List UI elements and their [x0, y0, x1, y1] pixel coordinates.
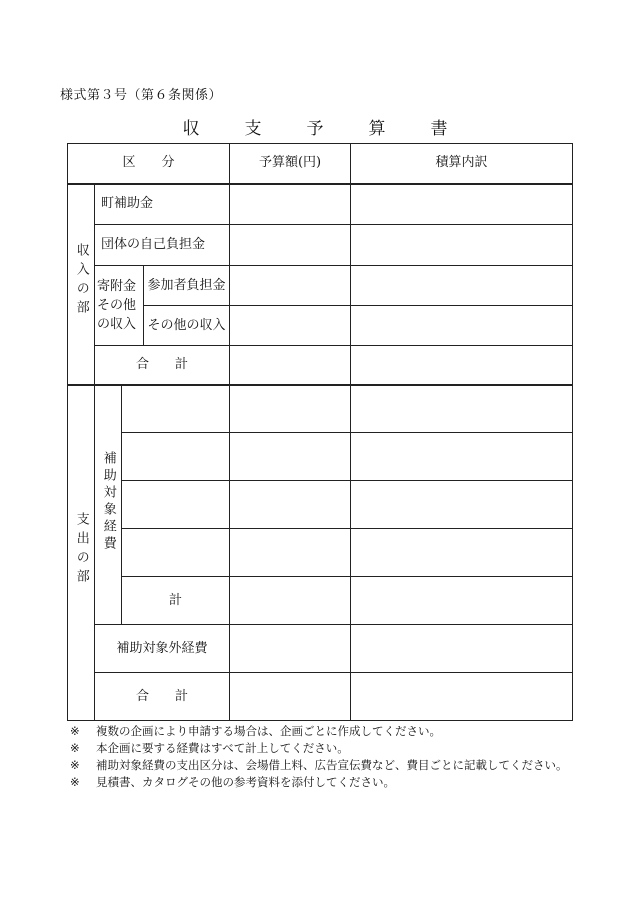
donation-other-text: 寄附金その他の収入 [97, 279, 137, 332]
eligible-item-amount-2[interactable] [230, 433, 351, 481]
town-subsidy-label: 町補助金 [95, 184, 230, 225]
participant-fee-label: 参加者負担金 [144, 266, 230, 306]
note-text: 複数の企画により申請する場合は、企画ごとに作成してください。 [96, 724, 441, 738]
income-row-other-income [68, 306, 573, 346]
eligible-subtotal-breakdown[interactable] [351, 577, 573, 625]
non-eligible-amount[interactable] [230, 625, 351, 673]
note-mark: ※ [70, 775, 80, 789]
expense-item-row [68, 481, 573, 529]
note-text: 補助対象経費の支出区分は、会場借上料、広告宣伝費など、費目ごとに記載してください。 [96, 758, 568, 772]
note-item [70, 757, 568, 774]
income-total-amount[interactable] [230, 346, 351, 385]
income-total-label: 合 計 [95, 346, 230, 385]
note-mark: ※ [70, 741, 80, 755]
eligible-item-breakdown-4[interactable] [351, 529, 573, 577]
expense-total-label: 合 計 [95, 673, 230, 721]
income-section-label-cell [68, 184, 95, 385]
self-burden-label: 団体の自己負担金 [95, 225, 230, 266]
note-text: 見積書、カタログその他の参考資料を添付してください。 [96, 775, 395, 789]
expense-total-row [68, 673, 573, 721]
income-total-row [68, 346, 573, 385]
eligible-item-amount-1[interactable] [230, 385, 351, 433]
other-income-label: その他の収入 [144, 306, 230, 346]
non-eligible-row [68, 625, 573, 673]
donation-other-label [95, 266, 144, 346]
participant-fee-breakdown[interactable] [351, 266, 573, 306]
expense-section-label-cell [68, 385, 95, 721]
header-category: 区 分 [68, 144, 230, 184]
eligible-item-name-3[interactable] [122, 481, 230, 529]
note-item [70, 740, 568, 757]
note-item [70, 723, 568, 740]
expense-item-row [68, 433, 573, 481]
self-burden-amount[interactable] [230, 225, 351, 266]
eligible-item-name-2[interactable] [122, 433, 230, 481]
eligible-subtotal-label: 計 [122, 577, 230, 625]
eligible-subtotal-amount[interactable] [230, 577, 351, 625]
eligible-expense-label: 補助対象経費 [100, 450, 116, 553]
eligible-item-breakdown-2[interactable] [351, 433, 573, 481]
self-burden-breakdown[interactable] [351, 225, 573, 266]
budget-table [67, 143, 573, 721]
eligible-item-breakdown-1[interactable] [351, 385, 573, 433]
income-row-town-subsidy [68, 184, 573, 225]
header-breakdown: 積算内訳 [351, 144, 573, 184]
non-eligible-breakdown[interactable] [351, 625, 573, 673]
non-eligible-label: 補助対象外経費 [95, 625, 230, 673]
form-number-label: 様式第３号（第６条関係） [60, 88, 223, 103]
income-row-self-burden [68, 225, 573, 266]
expense-section-label: 支出の部 [73, 511, 89, 588]
expense-total-breakdown[interactable] [351, 673, 573, 721]
participant-fee-amount[interactable] [230, 266, 351, 306]
town-subsidy-amount[interactable] [230, 184, 351, 225]
note-item [70, 774, 568, 791]
other-income-amount[interactable] [230, 306, 351, 346]
expense-item-row [68, 529, 573, 577]
income-section-label: 収入の部 [73, 243, 89, 320]
header-amount: 予算額(円) [230, 144, 351, 184]
income-total-breakdown[interactable] [351, 346, 573, 385]
eligible-item-amount-4[interactable] [230, 529, 351, 577]
expense-item-row [68, 385, 573, 433]
header-row [68, 144, 573, 184]
eligible-item-name-4[interactable] [122, 529, 230, 577]
eligible-item-name-1[interactable] [122, 385, 230, 433]
note-mark: ※ [70, 758, 80, 772]
eligible-subtotal-row [68, 577, 573, 625]
notes-list [70, 723, 568, 791]
other-income-breakdown[interactable] [351, 306, 573, 346]
eligible-item-breakdown-3[interactable] [351, 481, 573, 529]
eligible-item-amount-3[interactable] [230, 481, 351, 529]
income-row-participant-fee [68, 266, 573, 306]
note-mark: ※ [70, 724, 80, 738]
note-text: 本企画に要する経費はすべて計上してください。 [96, 741, 349, 755]
expense-total-amount[interactable] [230, 673, 351, 721]
document-title: 収 支 予 算 書 [182, 119, 462, 139]
town-subsidy-breakdown[interactable] [351, 184, 573, 225]
eligible-label-cell [95, 385, 122, 625]
